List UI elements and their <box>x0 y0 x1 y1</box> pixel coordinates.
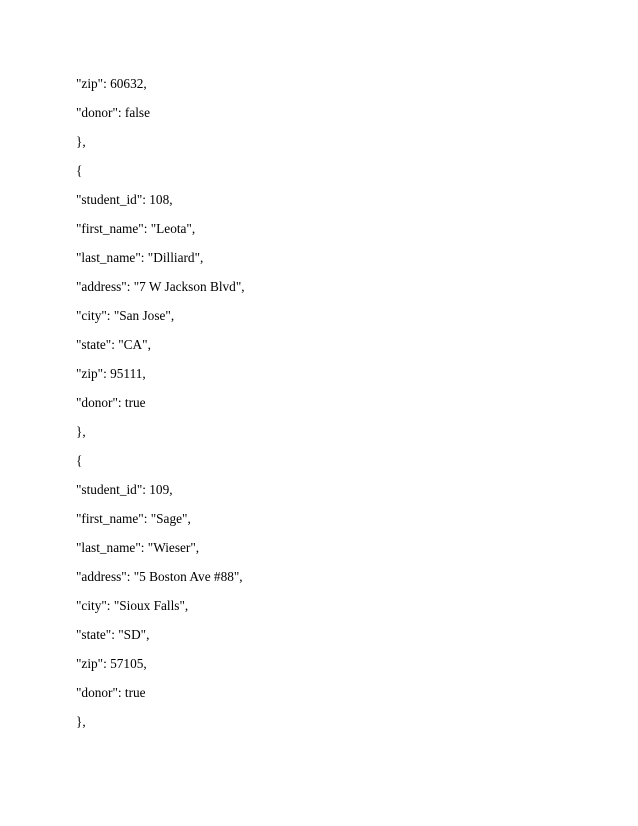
text-line-open-brace: { <box>76 163 83 178</box>
text-line-zip: "zip": 57105, <box>76 656 147 671</box>
text-line-open-brace: { <box>76 453 83 468</box>
text-line-address: "address": "5 Boston Ave #88", <box>76 569 243 584</box>
text-line-close-brace: }, <box>76 424 86 439</box>
text-line-zip: "zip": 60632, <box>76 76 147 91</box>
text-line-state: "state": "CA", <box>76 337 151 352</box>
text-line-first-name: "first_name": "Leota", <box>76 221 196 236</box>
text-line-zip: "zip": 95111, <box>76 366 146 381</box>
text-line-last-name: "last_name": "Dilliard", <box>76 250 204 265</box>
text-line-close-brace: }, <box>76 714 86 729</box>
text-line-donor: "donor": true <box>76 395 146 410</box>
text-line-student-id: "student_id": 108, <box>76 192 173 207</box>
text-line-donor: "donor": true <box>76 685 146 700</box>
text-line-student-id: "student_id": 109, <box>76 482 173 497</box>
text-line-address: "address": "7 W Jackson Blvd", <box>76 279 245 294</box>
text-line-last-name: "last_name": "Wieser", <box>76 540 200 555</box>
text-line-city: "city": "Sioux Falls", <box>76 598 189 613</box>
text-line-donor: "donor": false <box>76 105 150 120</box>
text-line-first-name: "first_name": "Sage", <box>76 511 191 526</box>
text-line-state: "state": "SD", <box>76 627 150 642</box>
text-line-close-brace: }, <box>76 134 86 149</box>
text-line-city: "city": "San Jose", <box>76 308 175 323</box>
